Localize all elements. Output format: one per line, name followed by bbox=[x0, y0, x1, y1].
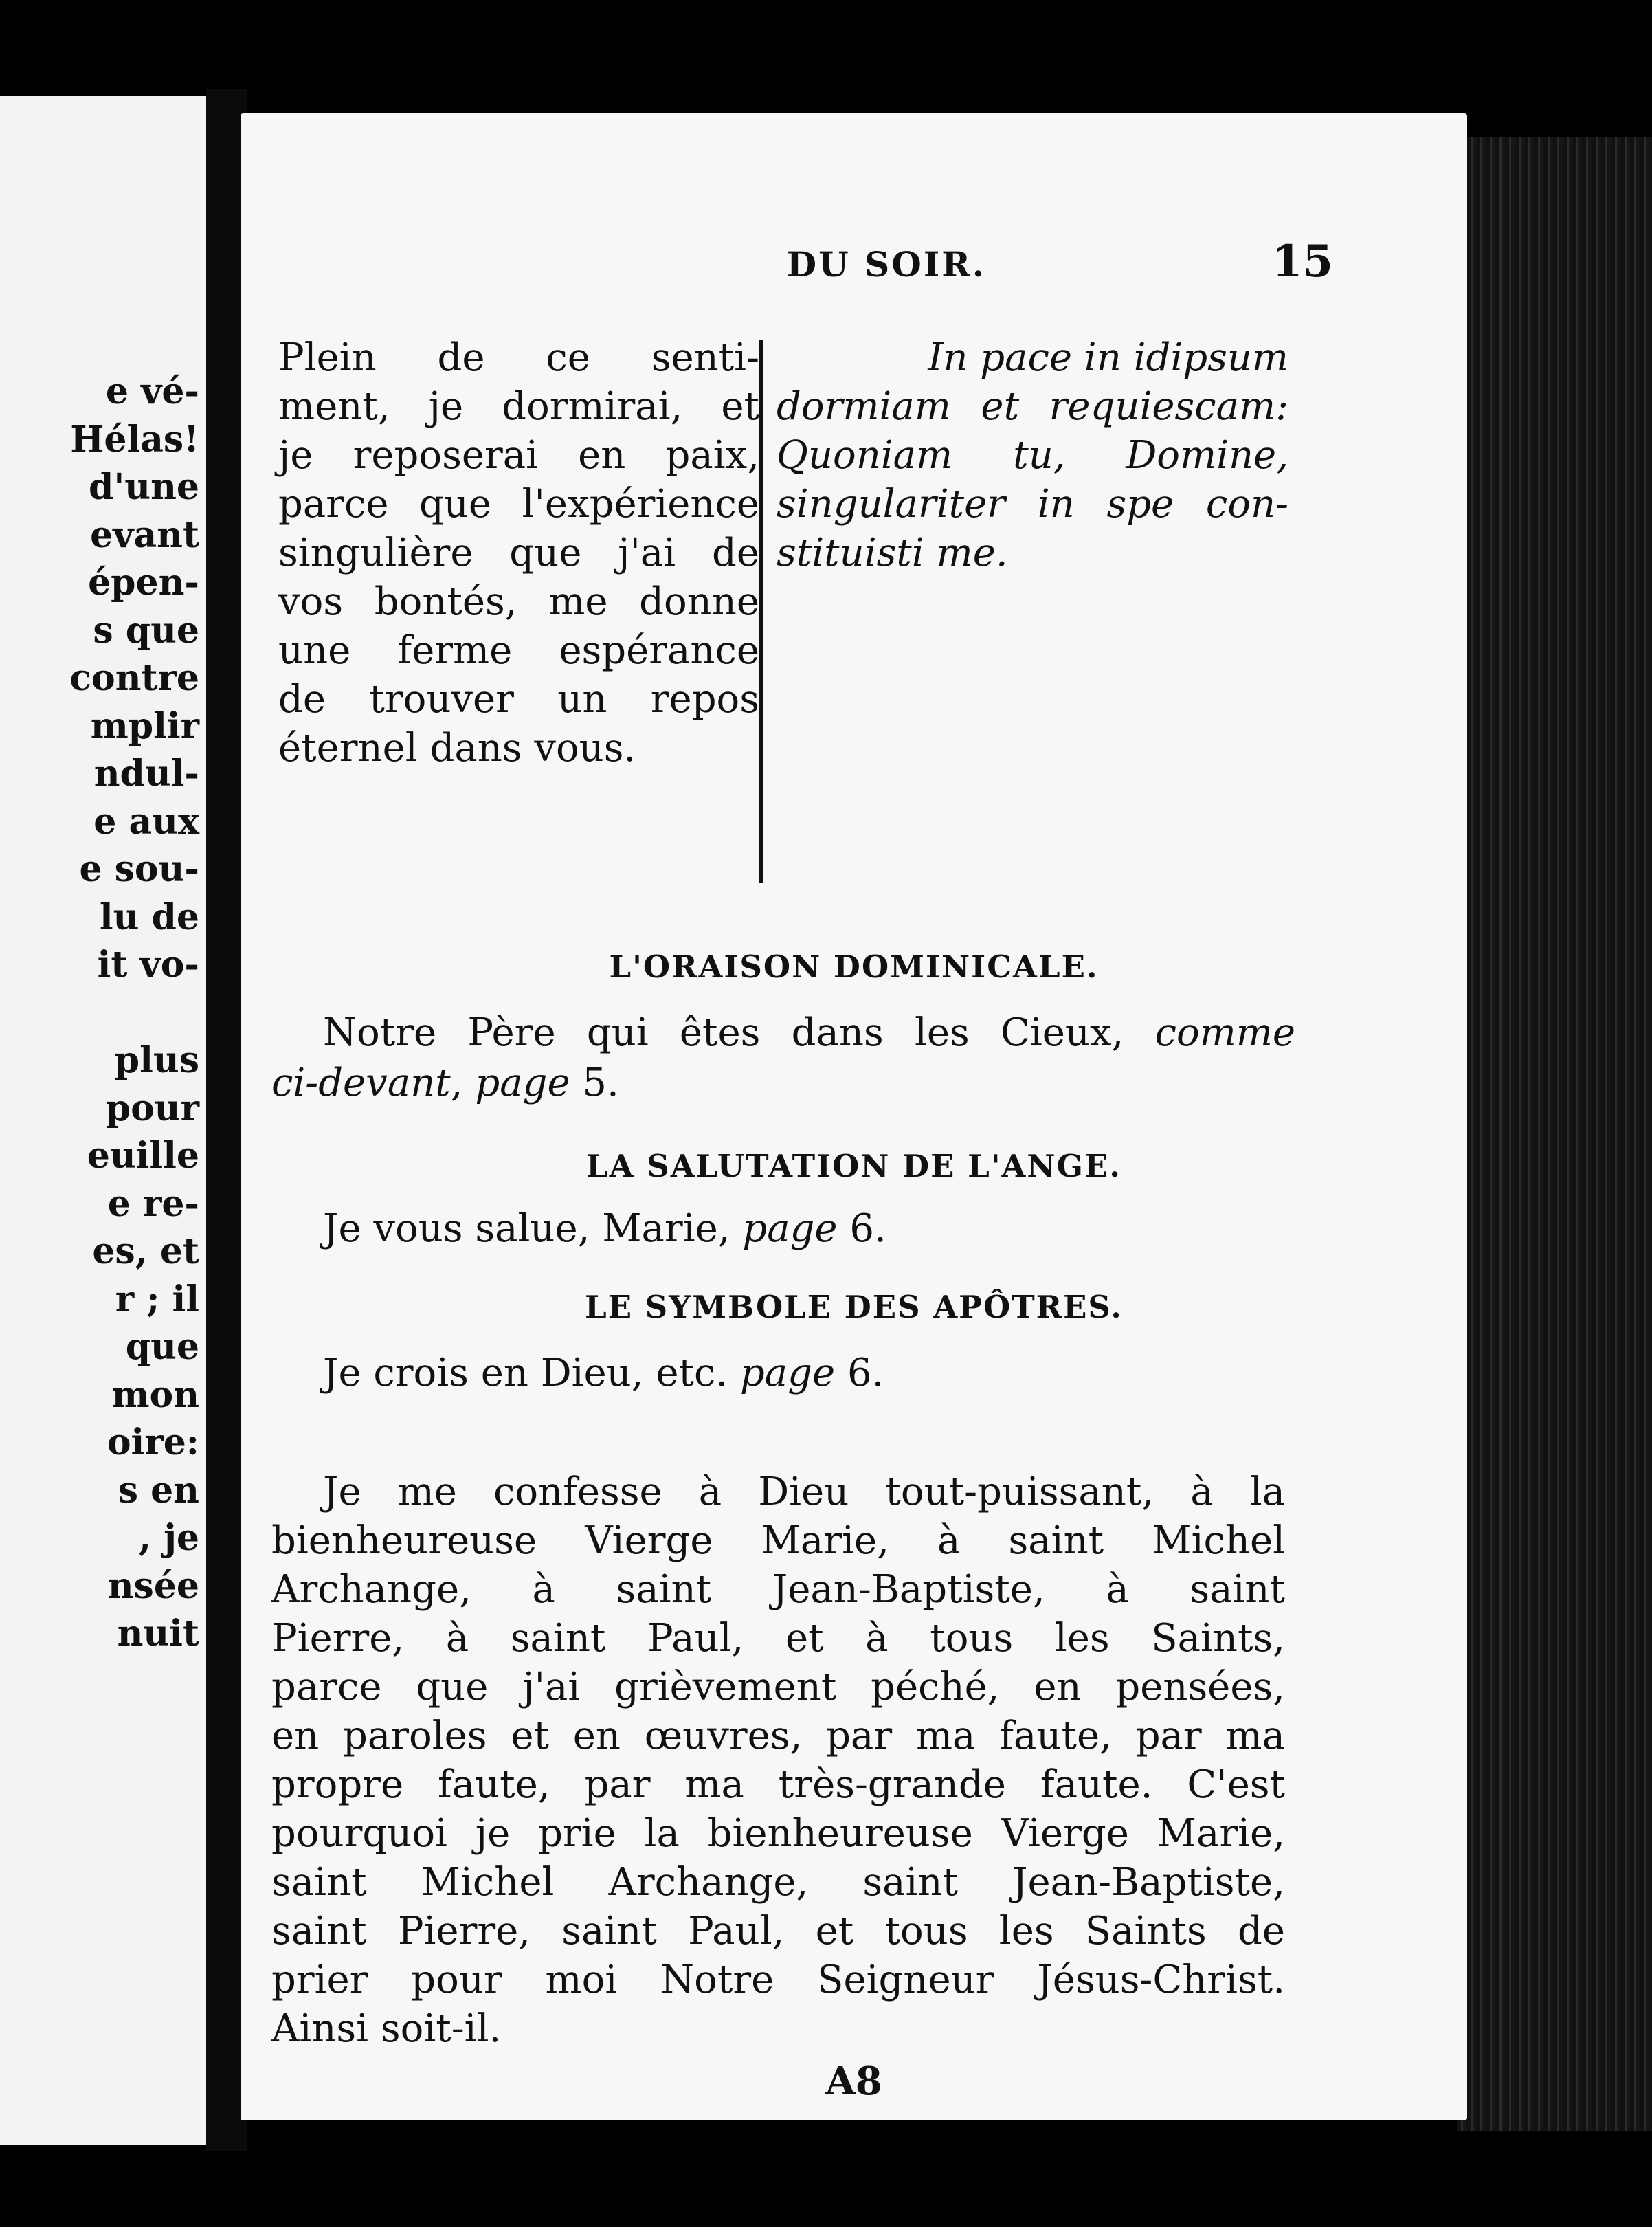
psalm-latin-line: singulariter in spe con- bbox=[777, 482, 1288, 527]
salutation-line bbox=[271, 1206, 1347, 1251]
symbole-heading: LE SYMBOLE DES APÔTRES. bbox=[585, 1289, 1123, 1325]
oraison-sep: , bbox=[450, 1061, 476, 1105]
page-header bbox=[241, 236, 1467, 299]
previous-page-line bbox=[69, 989, 199, 1037]
oraison-page-word: page bbox=[475, 1061, 570, 1105]
previous-page-line: s que bbox=[93, 609, 199, 652]
symbole-line bbox=[271, 1351, 1347, 1395]
psalm-french-column bbox=[278, 333, 759, 773]
psalm-latin-line: In pace in idipsum bbox=[928, 335, 1288, 380]
previous-page-line: e sou- bbox=[79, 848, 199, 890]
previous-page-line: s en bbox=[118, 1469, 199, 1511]
previous-page-line: it vo- bbox=[97, 944, 199, 986]
confiteor-line: saint Michel Archange, saint Jean-Baptiste, bbox=[271, 1860, 1285, 1905]
previous-page-line: , je bbox=[138, 1517, 199, 1559]
page-number: 15 bbox=[1271, 236, 1333, 287]
previous-page-line: e aux bbox=[93, 800, 199, 843]
symbole-text: Je crois en Dieu, etc. bbox=[323, 1351, 740, 1395]
previous-page-line: nuit bbox=[117, 1613, 199, 1654]
psalm-french-line: vos bontés, me donne bbox=[278, 579, 759, 624]
oraison-italic: comme bbox=[1154, 1010, 1295, 1055]
salutation-page-num: 6. bbox=[837, 1206, 886, 1251]
confiteor-line: saint Pierre, saint Paul, et tous les Saints de bbox=[271, 1909, 1285, 1953]
salutation-heading: LA SALUTATION DE L'ANGE. bbox=[586, 1148, 1121, 1184]
previous-page-line: d'une bbox=[89, 466, 199, 508]
previous-page-line: pour bbox=[105, 1087, 199, 1129]
confiteor-line: prier pour moi Notre Seigneur Jésus-Christ. bbox=[271, 1958, 1285, 2002]
previous-page-line: Hélas! bbox=[70, 418, 199, 461]
confiteor-line: Je me confesse à Dieu tout-puissant, à la bbox=[323, 1470, 1285, 1514]
psalm-latin-column bbox=[777, 333, 1288, 577]
psalm-french-line: Plein de ce senti- bbox=[278, 335, 759, 380]
previous-page-line: mon bbox=[111, 1373, 199, 1416]
previous-page-line: mplir bbox=[90, 705, 199, 747]
previous-page-line: oire: bbox=[107, 1421, 199, 1463]
previous-page-line: épen- bbox=[88, 562, 199, 603]
salutation-page-word: page bbox=[742, 1206, 838, 1251]
symbole-page-num: 6. bbox=[835, 1351, 884, 1395]
previous-page-line: que bbox=[125, 1326, 199, 1368]
previous-page-line: ndul- bbox=[93, 753, 199, 795]
confiteor-paragraph bbox=[271, 1467, 1285, 2053]
previous-page-line: nsée bbox=[107, 1564, 199, 1607]
confiteor-line: bienheureuse Vierge Marie, à saint Michel bbox=[271, 1518, 1285, 1563]
confiteor-line: propre faute, par ma très-grande faute. C'est bbox=[271, 1762, 1285, 1807]
oraison-page-num: 5. bbox=[570, 1061, 619, 1105]
previous-page-line: evant bbox=[90, 513, 199, 556]
book-page-edges bbox=[1457, 137, 1652, 2131]
confiteor-line: Pierre, à saint Paul, et à tous les Saints, bbox=[271, 1616, 1285, 1661]
oraison-line bbox=[271, 1010, 1295, 1055]
column-divider bbox=[759, 340, 763, 883]
previous-page-line: contre bbox=[69, 657, 199, 699]
confiteor-line: Archange, à saint Jean-Baptiste, à saint bbox=[271, 1567, 1285, 1612]
confiteor-line: Ainsi soit-il. bbox=[271, 2006, 502, 2051]
previous-page-line: es, et bbox=[92, 1230, 199, 1272]
psalm-french-line: parce que l'expérience bbox=[278, 482, 759, 527]
oraison-text: Notre Père qui êtes dans les Cieux, bbox=[323, 1010, 1155, 1055]
previous-page-edge bbox=[0, 96, 210, 2145]
psalm-latin-line: dormiam et requiescam: bbox=[777, 384, 1288, 429]
psalm-french-line: éternel dans vous. bbox=[278, 726, 636, 771]
signature-mark: A8 bbox=[825, 2059, 882, 2104]
previous-page-line: lu de bbox=[99, 896, 199, 938]
psalm-french-line: de trouver un repos bbox=[278, 677, 759, 722]
oraison-italic: ci-devant bbox=[271, 1061, 451, 1105]
psalm-french-line: une ferme espérance bbox=[278, 628, 759, 673]
previous-page-line: plus bbox=[114, 1039, 199, 1081]
psalm-french-line: ment, je dormirai, et bbox=[278, 384, 759, 429]
previous-page-line: euille bbox=[87, 1135, 199, 1177]
psalm-french-line: singulière que j'ai de bbox=[278, 531, 759, 575]
salutation-text: Je vous salue, Marie, bbox=[323, 1206, 743, 1251]
psalm-latin-line: Quoniam tu, Domine, bbox=[777, 433, 1288, 478]
oraison-heading: L'ORAISON DOMINICALE. bbox=[609, 949, 1099, 985]
previous-page-line: e re- bbox=[107, 1182, 199, 1225]
confiteor-line: en paroles et en œuvres, par ma faute, par ma bbox=[271, 1714, 1285, 1758]
previous-page-line: e vé- bbox=[105, 370, 199, 412]
symbole-page-word: page bbox=[739, 1351, 836, 1395]
psalm-french-line: je reposerai en paix, bbox=[278, 433, 759, 478]
psalm-latin-line: stituisti me. bbox=[777, 531, 1008, 575]
confiteor-line: parce que j'ai grièvement péché, en pensées, bbox=[271, 1665, 1285, 1709]
running-head: DU SOIR. bbox=[786, 244, 987, 285]
confiteor-line: pourquoi je prie la bienheureuse Vierge Marie, bbox=[271, 1811, 1285, 1856]
previous-page-line: r ; il bbox=[115, 1278, 199, 1320]
previous-page-text bbox=[69, 368, 199, 1658]
oraison-line bbox=[271, 1061, 1295, 1105]
book-page bbox=[241, 113, 1467, 2120]
